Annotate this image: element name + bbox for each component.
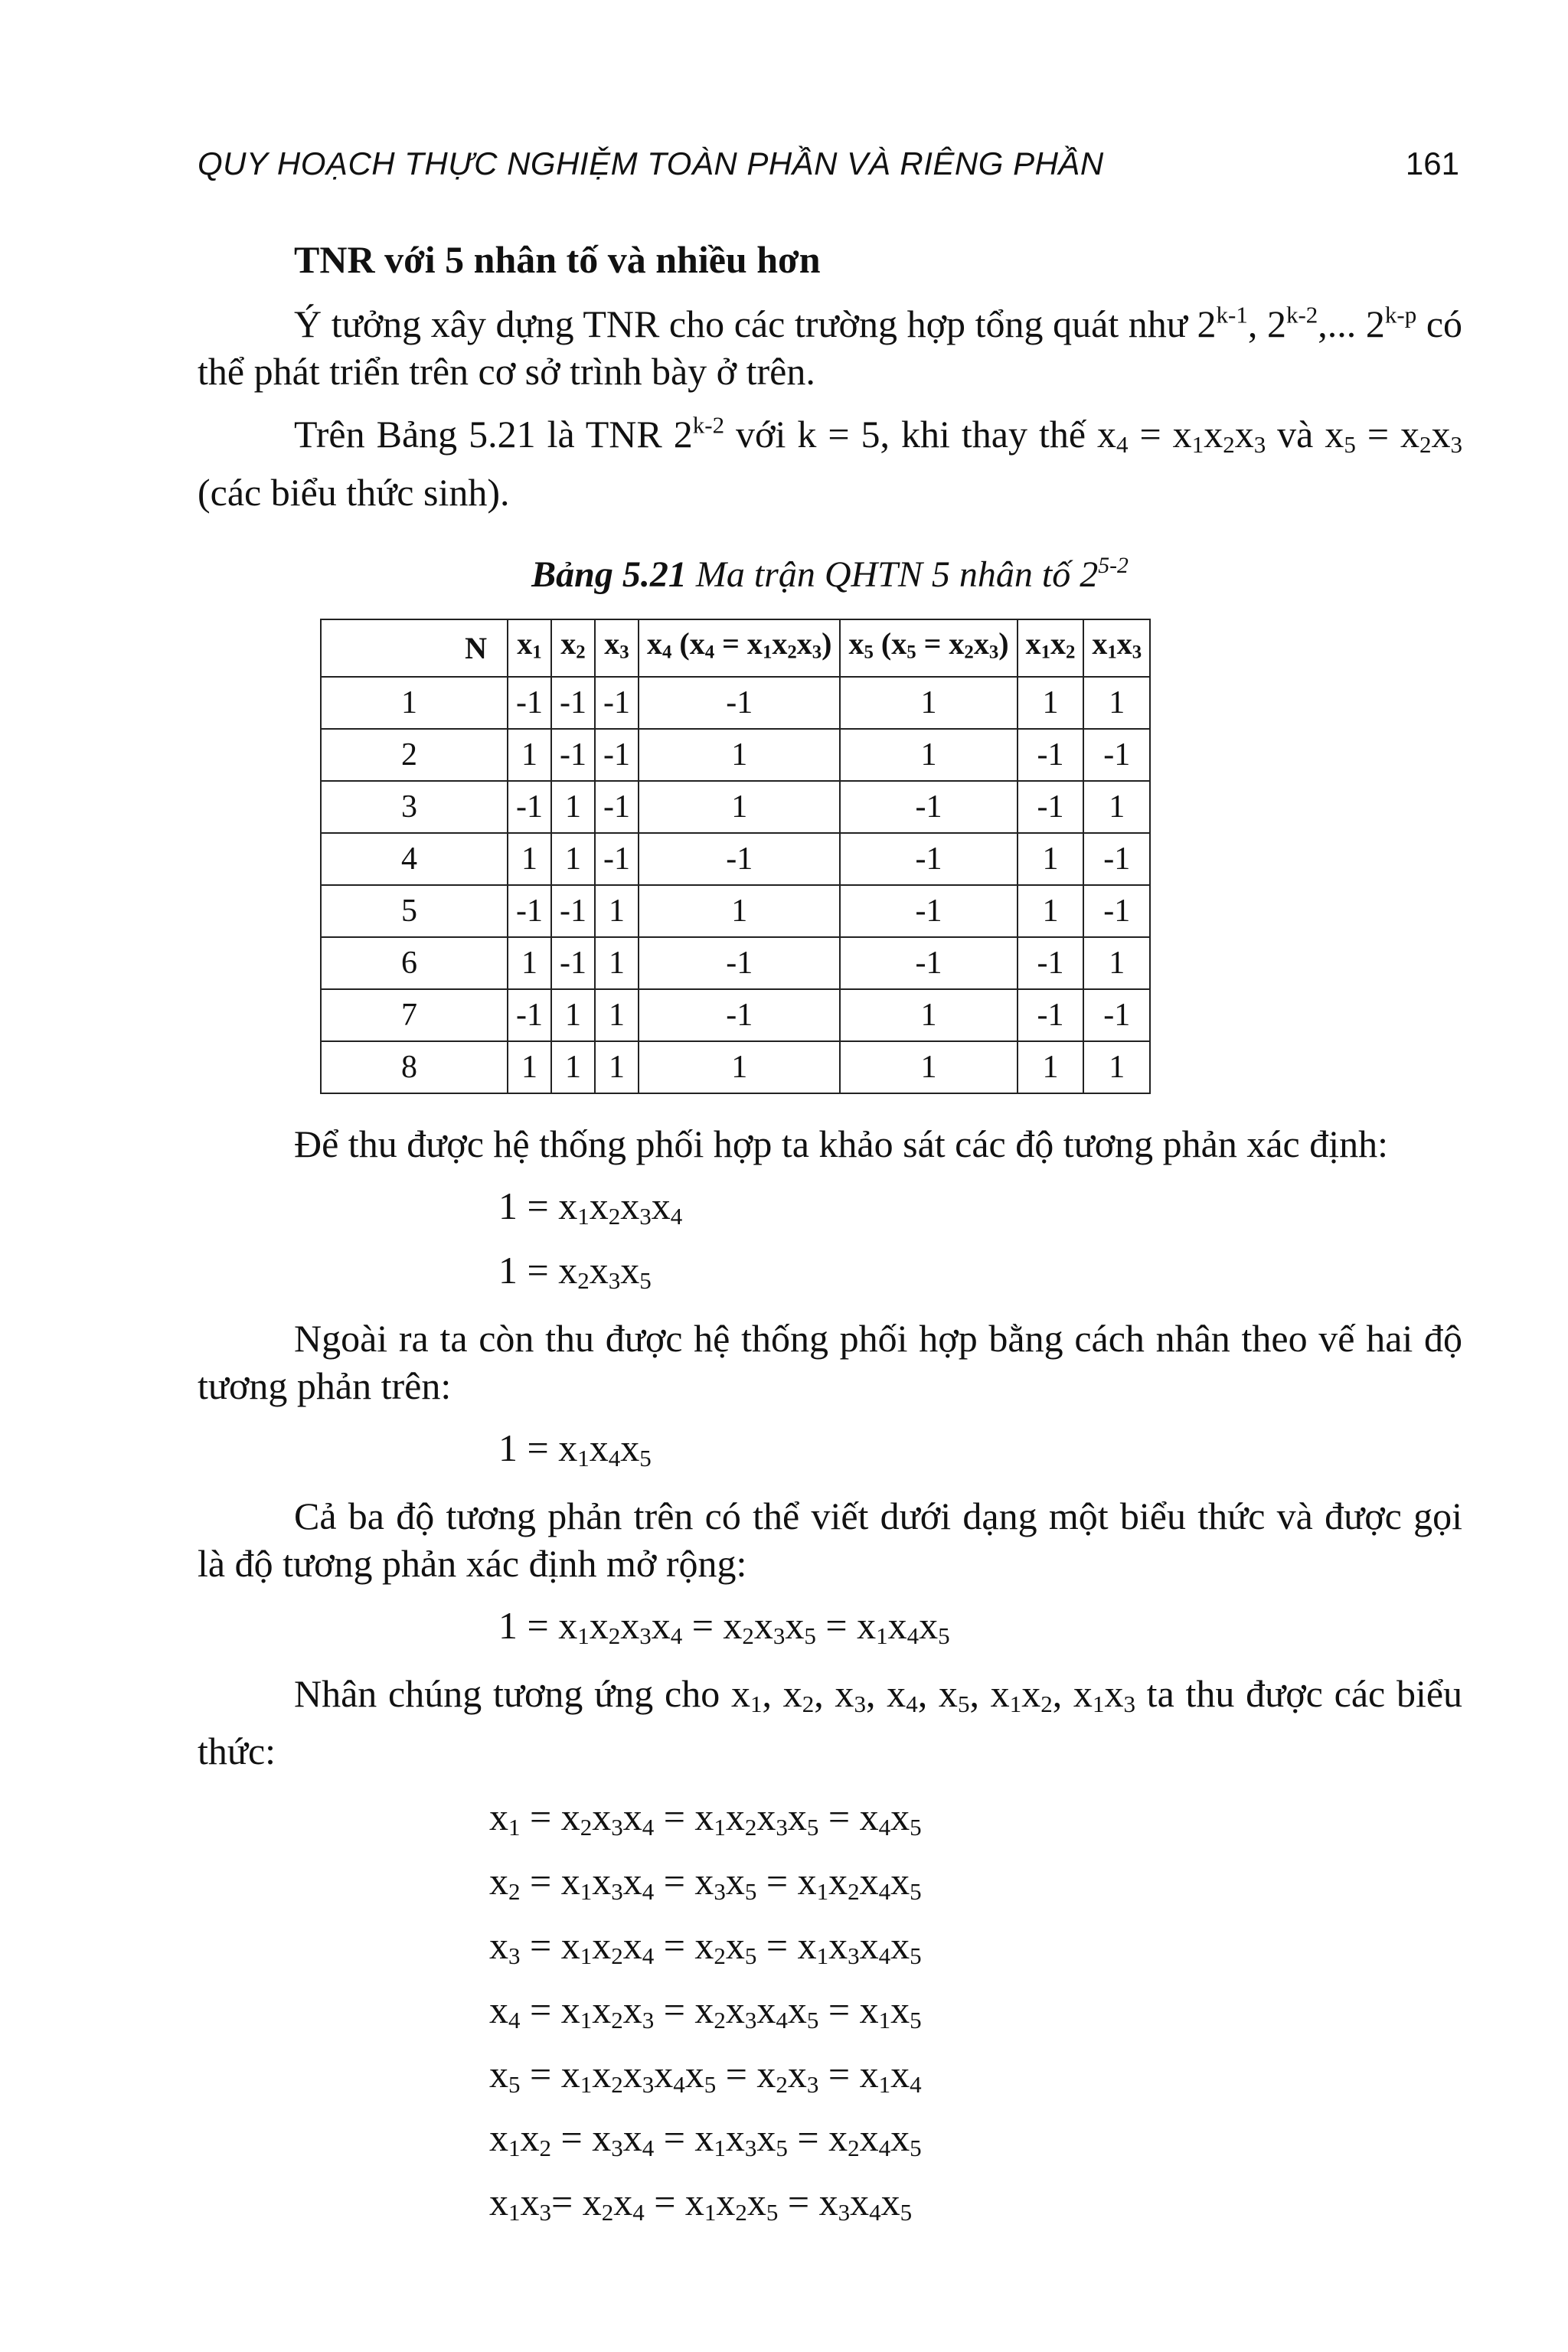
table-cell: 1	[595, 937, 639, 989]
table-header-cell: $x_4$ $(x_4 = x_1x_2x_3)$	[639, 619, 840, 677]
table-row	[321, 781, 1150, 833]
alias-equation: $x_4 = x_1x_2x_3 = x_2x_3x_4x_5 = x_1x_5$	[489, 1988, 922, 2034]
product-paragraph: Ngoài ra ta còn thu được hệ thống phối hợp bằng cách nhân theo vế hai độ tương phản trên:	[198, 1316, 1462, 1407]
table-cell: 1	[840, 729, 1017, 781]
alias-equation: $x_1 = x_2x_3x_4 = x_1x_2x_3x_5 = x_4x_5$	[489, 1795, 922, 1841]
table-cell: 1	[551, 1041, 595, 1093]
table-cell: -1	[1083, 885, 1150, 937]
table-cell: 1	[551, 781, 595, 833]
table-header-row	[321, 619, 1150, 677]
table-cell: 1	[551, 833, 595, 885]
table-row	[321, 1041, 1150, 1093]
table-cell: 1	[639, 1041, 840, 1093]
table-cell: -1	[595, 729, 639, 781]
table-caption: Bảng 5.21 Ma trận QHTN 5 nhân tố 2$^{5-2}$	[531, 552, 1129, 595]
table-cell: -1	[595, 677, 639, 729]
table-cell: -1	[595, 781, 639, 833]
extended-contrast: $1 = x_1x_2x_3x_4 = x_2x_3x_5 = x_1x_4x_5$	[498, 1603, 950, 1649]
table-cell: -1	[551, 677, 595, 729]
table-cell: -1	[551, 885, 595, 937]
defining-contrast-2: $1 = x_2x_3x_5$	[498, 1249, 652, 1294]
contrast-intro-paragraph: Để thu được hệ thống phối hợp ta khảo sát các độ tương phản xác định:	[294, 1122, 1389, 1166]
table-cell: -1	[639, 833, 840, 885]
table-cell: -1	[1018, 989, 1084, 1041]
alias-equation: $x_3 = x_1x_2x_4 = x_2x_5 = x_1x_3x_4x_5$	[489, 1923, 922, 1969]
table-cell: 1	[321, 677, 508, 729]
table-cell: -1	[1018, 729, 1084, 781]
table-cell: -1	[551, 729, 595, 781]
table-cell: -1	[1083, 729, 1150, 781]
table-cell: 1	[840, 677, 1017, 729]
table-cell: 1	[1018, 677, 1084, 729]
table-cell: -1	[1083, 833, 1150, 885]
table-row	[321, 885, 1150, 937]
table-cell: 1	[508, 937, 551, 989]
section-heading: TNR với 5 nhân tố và nhiều hơn	[294, 238, 821, 281]
table-cell: 1	[840, 1041, 1017, 1093]
table-row	[321, 937, 1150, 989]
extended-contrast-paragraph: Cả ba độ tương phản trên có thể viết dưới dạng một biểu thức và được gọi là độ tương phản xác định mở rộng:	[198, 1494, 1462, 1585]
table-cell: 5	[321, 885, 508, 937]
table-cell: -1	[639, 989, 840, 1041]
table-cell: 6	[321, 937, 508, 989]
table-header-cell: N	[321, 619, 508, 677]
table-cell: 1	[1018, 885, 1084, 937]
table-cell: -1	[840, 781, 1017, 833]
page-content	[198, 236, 1462, 2239]
table-cell: 3	[321, 781, 508, 833]
table-row	[321, 677, 1150, 729]
alias-equation: $x_1x_2 = x_3x_4 = x_1x_3x_5 = x_2x_4x_5$	[489, 2116, 922, 2162]
table-cell: -1	[508, 677, 551, 729]
defining-contrast-1: $1 = x_1x_2x_3x_4$	[498, 1184, 683, 1230]
table-cell: -1	[639, 937, 840, 989]
table-cell: -1	[1018, 937, 1084, 989]
table-cell: 1	[639, 781, 840, 833]
table-cell: 1	[508, 729, 551, 781]
table-row	[321, 989, 1150, 1041]
running-header: QUY HOẠCH THỰC NGHIỆM TOÀN PHẦN VÀ RIÊNG PHẦN	[198, 145, 1104, 181]
table-cell: 1	[1083, 1041, 1150, 1093]
table-cell: 1	[1018, 1041, 1084, 1093]
table-cell: 7	[321, 989, 508, 1041]
table-cell: -1	[508, 885, 551, 937]
table-cell: 1	[1083, 781, 1150, 833]
table-cell: 1	[595, 1041, 639, 1093]
design-matrix-table	[320, 619, 1151, 1094]
table-cell: 1	[508, 1041, 551, 1093]
table-cell: 2	[321, 729, 508, 781]
alias-equation-list	[489, 1790, 1462, 2239]
table-header-cell: $x_5$ $(x_5 = x_2x_3)$	[840, 619, 1017, 677]
table-cell: -1	[508, 781, 551, 833]
table-cell: -1	[595, 833, 639, 885]
table-cell: -1	[551, 937, 595, 989]
alias-equation: $x_5 = x_1x_2x_3x_4x_5 = x_2x_3 = x_1x_4$	[489, 2052, 922, 2098]
table-cell: 8	[321, 1041, 508, 1093]
table-row	[321, 729, 1150, 781]
alias-intro-paragraph: Nhân chúng tương ứng cho $x_1$, $x_2$, $x_3$, $x_4$, $x_5$, $x_1x_2$, $x_1x_3$ ta thu được các biểu thức:	[198, 1671, 1463, 1773]
table-header-cell: $x_3$	[595, 619, 639, 677]
table-header-cell: $x_1x_2$	[1018, 619, 1084, 677]
alias-equation: $x_1x_3= x_2x_4 = x_1x_2x_5 = x_3x_4x_5$	[489, 2180, 913, 2226]
table-cell: 1	[1083, 677, 1150, 729]
table-cell: 1	[1083, 937, 1150, 989]
table-cell: 1	[639, 729, 840, 781]
table-cell: -1	[508, 989, 551, 1041]
table-cell: 1	[639, 885, 840, 937]
table-cell: 1	[508, 833, 551, 885]
table-cell: 1	[595, 885, 639, 937]
table-cell: -1	[840, 833, 1017, 885]
table-cell: -1	[1018, 781, 1084, 833]
table-header-cell: $x_1x_3$	[1083, 619, 1150, 677]
page-number: 161	[1405, 145, 1459, 181]
intro-paragraph: Ý tưởng xây dựng TNR cho các trường hợp tổng quát như 2$^{k-1}$, 2$^{k-2}$,... 2$^{k-p}$ có thể phát triển trên cơ sở trình bày ở trên.	[198, 301, 1463, 393]
table-cell: 1	[1018, 833, 1084, 885]
table-row	[321, 833, 1150, 885]
table-cell: 1	[595, 989, 639, 1041]
table-cell: -1	[639, 677, 840, 729]
table-header-cell: $x_2$	[551, 619, 595, 677]
generator-paragraph: Trên Bảng 5.21 là TNR 2$^{k-2}$ với k = 5, khi thay thế $x_4 = x_1x_2x_3$ và $x_5 = x_2x_3$ (các biểu thức sinh).	[198, 411, 1463, 514]
table-header-cell: $x_1$	[508, 619, 551, 677]
table-cell: -1	[840, 885, 1017, 937]
table-cell: -1	[840, 937, 1017, 989]
table-cell: -1	[1083, 989, 1150, 1041]
table-cell: 1	[551, 989, 595, 1041]
defining-contrast-3: $1 = x_1x_4x_5$	[498, 1426, 652, 1472]
table-cell: 1	[840, 989, 1017, 1041]
alias-equation: $x_2 = x_1x_3x_4 = x_3x_5 = x_1x_2x_4x_5$	[489, 1860, 922, 1905]
table-cell: 4	[321, 833, 508, 885]
